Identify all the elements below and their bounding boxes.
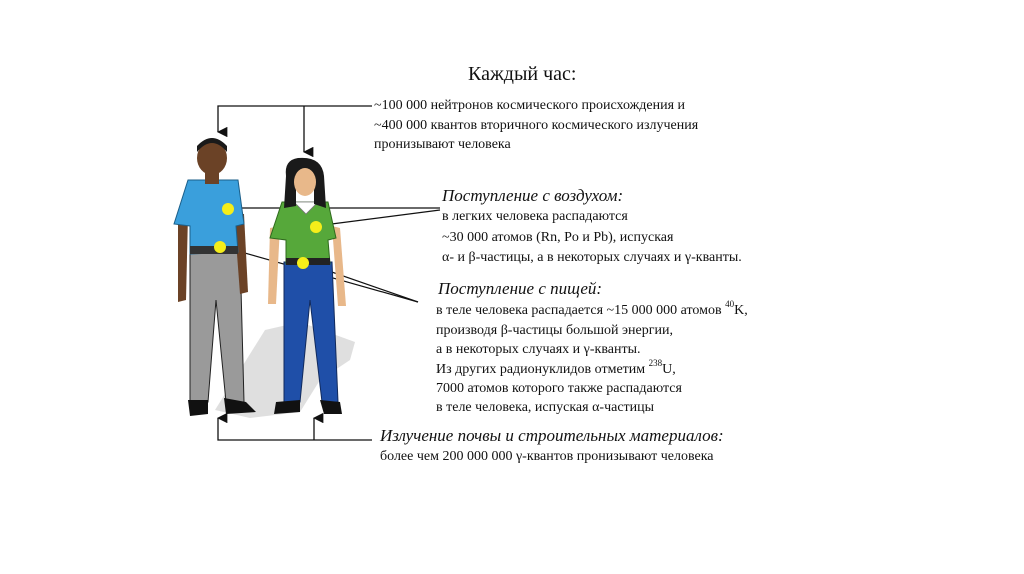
- food-line-1-element: K,: [734, 303, 748, 318]
- food-line-1-mass: 40: [725, 299, 735, 309]
- food-line-4: [436, 358, 676, 379]
- food-line-6: в теле человека, испуская α-частицы: [436, 400, 655, 415]
- food-line-2: производя β-частицы большой энергии,: [436, 323, 673, 338]
- man-stomach-dot: [214, 241, 226, 253]
- cosmic-line-2: ~400 000 квантов вторичного космического излучения: [374, 118, 699, 133]
- woman-stomach-dot: [297, 257, 309, 269]
- soil-arrows: [218, 418, 372, 440]
- air-line-1: в легких человека распадаются: [442, 209, 628, 224]
- air-heading: Поступление с воздухом:: [442, 186, 624, 205]
- soil-line-1: более чем 200 000 000 γ-квантов пронизывают человека: [380, 449, 714, 464]
- air-line-3: α- и β-частицы, а в некоторых случаях и γ-кванты.: [442, 250, 742, 265]
- food-line-4-text: Из других радионуклидов отметим: [436, 362, 649, 377]
- man-figure: [174, 138, 256, 416]
- air-connector-lines: [228, 208, 440, 226]
- cosmic-arrows: [218, 106, 372, 152]
- cosmic-line-3: пронизывают человека: [374, 137, 511, 152]
- food-heading: Поступление с пищей:: [438, 279, 603, 298]
- cosmic-line-1: ~100 000 нейтронов космического происхождения и: [374, 98, 686, 113]
- food-line-5: 7000 атомов которого также распадаются: [436, 381, 682, 396]
- woman-lung-dot: [310, 221, 322, 233]
- food-line-3: а в некоторых случаях и γ-кванты.: [436, 342, 641, 357]
- food-line-1: [436, 299, 748, 320]
- man-lung-dot: [222, 203, 234, 215]
- air-line-2: ~30 000 атомов (Rn, Po и Pb), испуская: [442, 230, 674, 245]
- food-line-4-element: U,: [662, 362, 676, 377]
- food-line-1-text: в теле человека распадается ~15 000 000 атомов: [436, 303, 726, 318]
- page-title: Каждый час:: [468, 63, 577, 85]
- soil-heading: Излучение почвы и строительных материалов:: [380, 426, 724, 445]
- man-pants: [190, 250, 244, 402]
- food-line-4-mass: 238: [648, 358, 663, 368]
